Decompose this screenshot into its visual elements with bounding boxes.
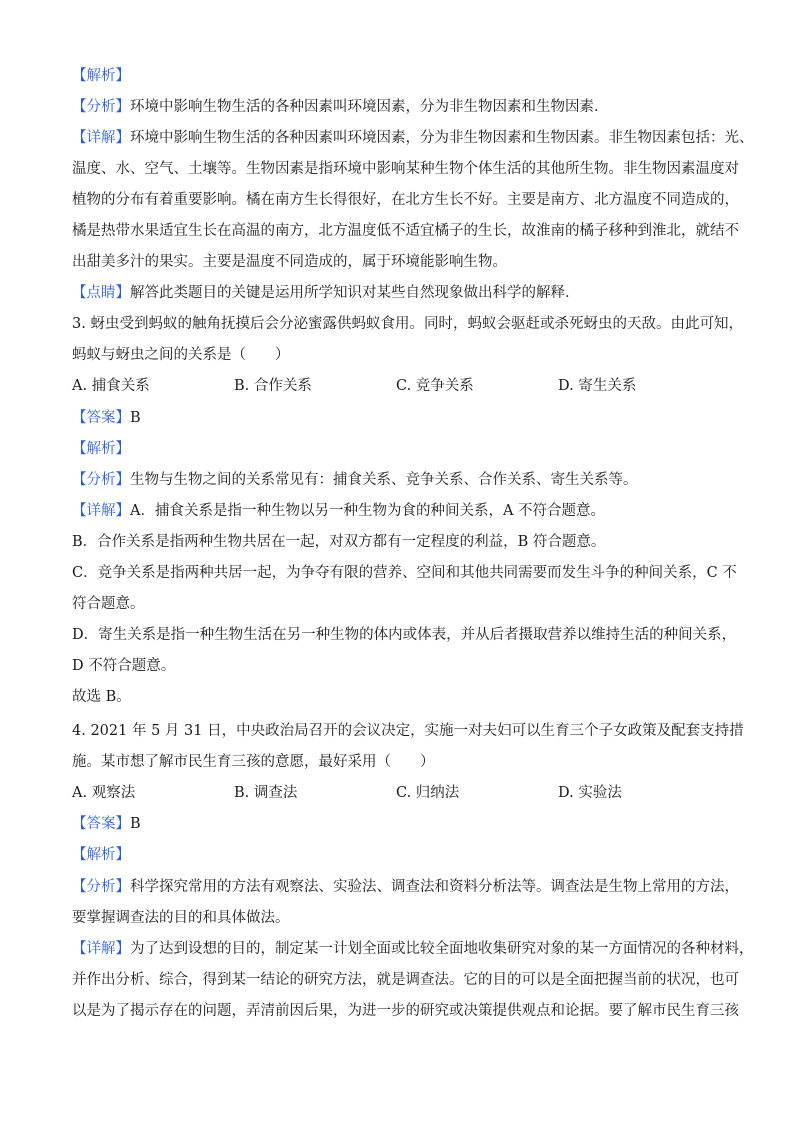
text-line: 以是为了揭示存在的问题，弄清前因后果，为进一步的研究或决策提供观点和论据。要了解市民生育三孩 <box>72 1003 739 1019</box>
question-4: 4. 2021 年 5 月 31 日，中央政治局召开的会议决定，实施一对夫妇可以生育三个子女政策及配套支持措 <box>72 723 744 739</box>
analysis-heading: 【解析】 <box>72 847 130 863</box>
option-a: A. 观察法 <box>72 785 136 801</box>
question-3-stem: 蚂蚁与蚜虫之间的关系是（ ） <box>72 347 290 363</box>
analysis-heading: 【解析】 <box>72 68 130 84</box>
question-4-stem: 施。某市想了解市民生育三孩的意愿，最好采用（ ） <box>72 754 435 770</box>
text-line: 【分析】科学探究常用的方法有观察法、实验法、调查法和资料分析法等。调查法是生物上常用的方法， <box>72 879 739 895</box>
option-a: A. 捕食关系 <box>72 378 150 394</box>
text-line: B．合作关系是指两种生物共居在一起，对双方都有一定程度的利益，B 符合题意。 <box>72 534 606 550</box>
option-b: B. 合作关系 <box>234 378 312 394</box>
option-c: C. 归纳法 <box>396 785 460 801</box>
answer-line: 【答案】B <box>72 410 141 426</box>
text-line: 温度、水、空气、土壤等。生物因素是指环境中影响某种生物个体生活的其他所生物。非生物因素温度对 <box>72 161 739 177</box>
text-line: 【详解】A．捕食关系是指一种生物以另一种生物为食的种间关系，A 不符合题意。 <box>72 503 606 519</box>
text-line: 【详解】为了达到设想的目的，制定某一计划全面或比较全面地收集研究对象的某一方面情况的各种材料， <box>72 941 754 957</box>
question-3-options <box>72 376 722 396</box>
text-line: 出甜美多汁的果实。主要是温度不同造成的，属于环境能影响生物。 <box>72 254 507 270</box>
text-line: 符合题意。 <box>72 596 145 612</box>
analysis-heading: 【解析】 <box>72 441 130 457</box>
text-line: 植物的分布有着重要影响。橘在南方生长得很好，在北方生长不好。主要是南方、北方温度不同造成的， <box>72 192 739 208</box>
answer-line: 【答案】B <box>72 816 141 832</box>
text-line: D．寄生关系是指一种生物生活在另一种生物的体内或体表，并从后者摄取营养以维持生活的种间关系， <box>72 627 737 643</box>
question-4-options <box>72 783 722 803</box>
option-b: B. 调查法 <box>234 785 298 801</box>
question-3: 3. 蚜虫受到蚂蚁的触角抚摸后会分泌蜜露供蚂蚁食用。同时，蚂蚁会驱赶或杀死蚜虫的天敌。由此可知， <box>72 316 743 332</box>
text-line: C．竞争关系是指两种共居一起，为争夺有限的营养、空间和其他共同需要而发生斗争的种间关系，C 不 <box>72 565 737 581</box>
text-line: 【分析】环境中影响生物生活的各种因素叫环境因素，分为非生物因素和生物因素． <box>72 99 609 115</box>
text-line: 【分析】生物与生物之间的关系常见有：捕食关系、竞争关系、合作关系、寄生关系等。 <box>72 472 638 488</box>
text-line: 【点睛】解答此类题目的关键是运用所学知识对某些自然现象做出科学的解释． <box>72 285 580 301</box>
option-c: C. 竞争关系 <box>396 378 474 394</box>
text-line: D 不符合题意。 <box>72 658 176 674</box>
text-line: 【详解】环境中影响生物生活的各种因素叫环境因素，分为非生物因素和生物因素。非生物因素包括：光、 <box>72 130 754 146</box>
text-line: 并作出分析、综合，得到某一结论的研究方法，就是调查法。它的目的可以是全面把握当前的状况，也可 <box>72 972 739 988</box>
text-line: 橘是热带水果适宜生长在高温的南方，北方温度低不适宜橘子的生长，故淮南的橘子移种到淮北，就结不 <box>72 223 739 239</box>
text-line: 故选 B。 <box>72 689 131 705</box>
option-d: D. 寄生关系 <box>558 378 637 394</box>
option-d: D. 实验法 <box>558 785 622 801</box>
text-line: 要掌握调查法的目的和具体做法。 <box>72 910 290 926</box>
